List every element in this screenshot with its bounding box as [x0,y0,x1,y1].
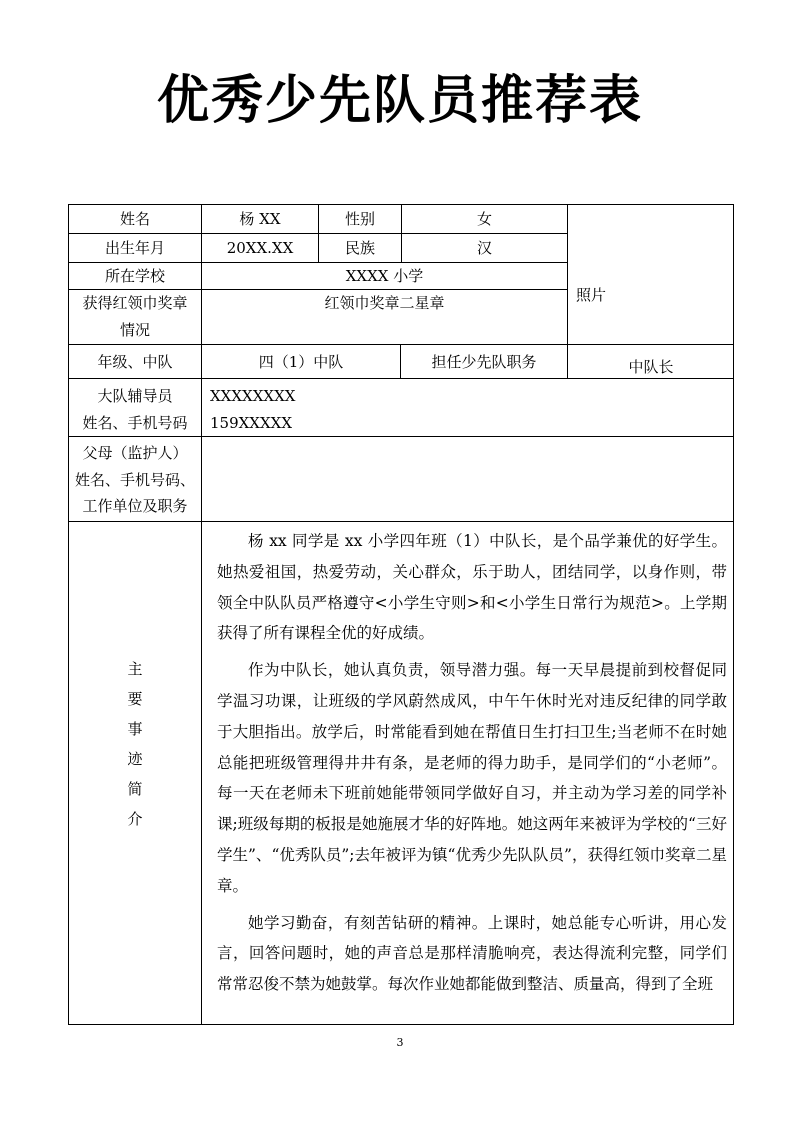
school-value: XXXX 小学 [202,263,568,290]
gender-label: 性别 [319,205,402,234]
badge-value: 红领巾奖章二星章 [202,290,568,345]
photo-placeholder [568,205,734,345]
gender-value: 女 [402,205,568,234]
counselor-phone: 159XXXXX [210,414,293,432]
summary-label-char: 主 [127,660,143,678]
photo-label: 照片 [576,286,607,304]
summary-paragraph: 她学习勤奋，有刻苦钻研的精神。上课时，她总能专心听讲，用心发言，回答问题时，她的声音总是那样清脆响亮，表达得流利完整，同学们常常忍俊不禁为她鼓掌。每次作业她都能做到整洁、质量高，得到了全班 [217,913,727,994]
counselor-label-line2: 姓名、手机号码 [82,414,188,432]
summary-paragraph: 杨 xx 同学是 xx 小学四年班（1）中队长，是个品学兼优的好学生。她热爱祖国，热爱劳动，关心群众，乐于助人，团结同学，以身作则，带领全中队队员严格遵守<小学生守则>和<小学生日常行为规范>。上学期获得了所有课程全优的好成绩。 [217,532,727,643]
page-number: 3 [396,1036,404,1049]
ethnicity-label: 民族 [319,234,402,263]
school-label: 所在学校 [69,263,202,290]
parent-label-line2: 姓名、手机号码、 [74,470,195,489]
summary-label [69,522,202,1024]
summary-content [209,526,735,1000]
counselor-label-line1: 大队辅导员 [97,387,173,405]
grade-value: 四（1）中队 [202,345,401,379]
badge-label [69,290,202,345]
badge-label-line1: 获得红领巾奖章 [82,294,188,312]
parent-value [202,437,734,522]
summary-label-text [69,654,201,834]
counselor-value [202,379,734,437]
counselor-name: XXXXXXXX [210,387,296,405]
badge-label-line2: 情况 [119,321,150,339]
parent-label-line3: 工作单位及职务 [82,497,188,515]
recommendation-form [68,204,734,1025]
parent-label-line1: 父母（监护人） [82,444,188,462]
summary-label-char: 介 [127,810,143,828]
summary-label-char: 要 [127,690,143,708]
summary-label-char: 事 [127,720,143,738]
duty-value: 中队长 [568,345,734,379]
summary-label-char: 迹 [127,750,143,768]
page-title: 优秀少先队员推荐表 [156,70,643,131]
duty-label: 担任少先队职务 [401,345,568,379]
summary-label-char: 简 [127,780,143,798]
birth-value: 20XX.XX [202,234,319,263]
ethnicity-value: 汉 [402,234,568,263]
birth-label: 出生年月 [69,234,202,263]
grade-label: 年级、中队 [69,345,202,379]
name-label: 姓名 [69,205,202,234]
name-value: 杨 XX [202,205,319,234]
counselor-label [69,379,202,437]
summary-paragraph: 作为中队长，她认真负责，领导潜力强。每一天早晨提前到校督促同学温习功课，让班级的学风蔚然成风，中午午休时光对违反纪律的同学敢于大胆指出。放学后，时常能看到她在帮值日生打扫卫生;当老师不在时她总能把班级管理得井井有条，是老师的得力助手，是同学们的“小老师”。每一天在老师未下班前她能带领同学做好自习，并主动为学习差的同学补课;班级每期的板报是她施展才华的好阵地。她这两年来被评为学校的“三好学生”、“优秀队员”;去年被评为镇“优秀少先队队员”，获得红领巾奖章二星章。 [217,661,727,895]
parent-label [69,437,202,522]
